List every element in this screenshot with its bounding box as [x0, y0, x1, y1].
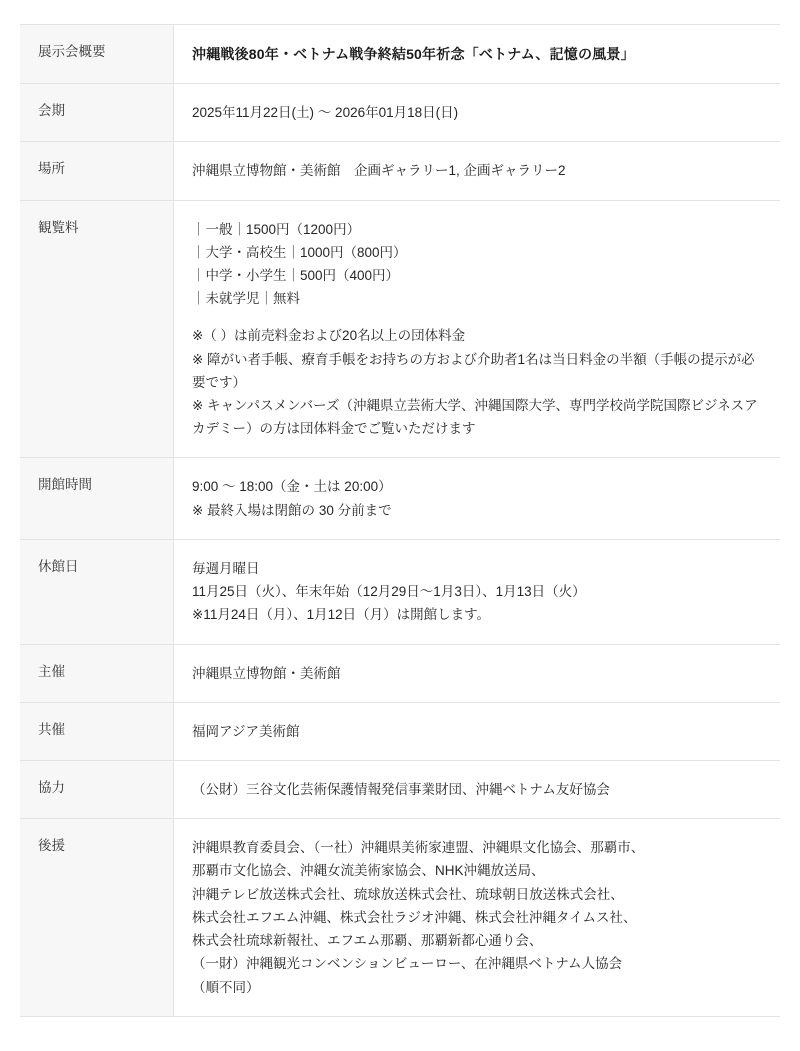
support-line-7: （順不同）: [192, 979, 260, 995]
admission-university-highschool: ｜大学・高校生｜1000円（800円）: [192, 244, 407, 260]
admission-junior-elementary: ｜中学・小学生｜500円（400円）: [192, 267, 400, 283]
table-row: [20, 761, 780, 819]
hours-note: ※ 最終入場は閉館の 30 分前まで: [192, 502, 392, 518]
row-label-overview: 展示会概要: [20, 25, 174, 84]
row-label-coorganizer: 共催: [20, 702, 174, 760]
venue-text: 沖縄県立博物館・美術館 企画ギャラリー1, 企画ギャラリー2: [192, 163, 566, 179]
support-line-6: （一財）沖縄観光コンベンションビューロー、在沖縄県ベトナム人協会: [192, 956, 623, 972]
closed-dates: 11月25日（火）、年末年始（12月29日〜1月3日）、1月13日（火）: [192, 584, 586, 600]
admission-note-1: ※（ ）は前売料金および20名以上の団体料金: [192, 328, 466, 344]
coorganizer-text: 福岡アジア美術館: [192, 723, 300, 739]
cooperation-text: （公財）三谷文化芸術保護情報発信事業財団、沖縄ベトナム友好協会: [192, 782, 610, 798]
row-value-overview: [174, 25, 781, 84]
hours-text: 9:00 〜 18:00（金・土は 20:00）: [192, 479, 392, 495]
admission-spacer: [192, 310, 766, 324]
row-value-cooperation: [174, 761, 781, 819]
support-line-4: 株式会社エフエム沖縄、株式会社ラジオ沖縄、株式会社沖縄タイムス社、: [192, 909, 637, 925]
row-value-period: [174, 84, 781, 142]
row-label-support: 後援: [20, 819, 174, 1017]
table-row: [20, 644, 780, 702]
admission-preschool: ｜未就学児｜無料: [192, 291, 300, 307]
row-label-hours: 開館時間: [20, 458, 174, 539]
row-value-coorganizer: [174, 702, 781, 760]
row-label-closed-days: 休館日: [20, 539, 174, 644]
row-label-period: 会期: [20, 84, 174, 142]
row-value-organizer: [174, 644, 781, 702]
period-text: 2025年11月22日(土) 〜 2026年01月18日(日): [192, 105, 459, 121]
table-row: [20, 200, 780, 458]
closed-weekly: 毎週月曜日: [192, 560, 260, 576]
table-row: [20, 458, 780, 539]
support-line-1: 沖縄県教育委員会、（一社）沖縄県美術家連盟、沖縄県文化協会、那覇市、: [192, 840, 645, 856]
table-row: [20, 539, 780, 644]
row-value-venue: [174, 142, 781, 200]
table-row: [20, 142, 780, 200]
row-value-admission: [174, 200, 781, 458]
row-label-venue: 場所: [20, 142, 174, 200]
table-row: [20, 819, 780, 1017]
support-line-3: 沖縄テレビ放送株式会社、琉球放送株式会社、琉球朝日放送株式会社、: [192, 886, 624, 902]
admission-general: ｜一般｜1500円（1200円）: [192, 221, 361, 237]
table-row: [20, 25, 780, 84]
row-value-closed-days: [174, 539, 781, 644]
row-label-cooperation: 協力: [20, 761, 174, 819]
row-value-hours: [174, 458, 781, 539]
row-label-admission: 観覧料: [20, 200, 174, 458]
admission-note-3: ※ キャンパスメンバーズ（沖縄県立芸術大学、沖縄国際大学、専門学校尚学院国際ビジネスアカデミー）の方は団体料金でご覧いただけます: [192, 398, 758, 437]
support-line-2: 那覇市文化協会、沖縄女流美術家協会、NHK沖縄放送局、: [192, 863, 545, 879]
row-label-organizer: 主催: [20, 644, 174, 702]
organizer-text: 沖縄県立博物館・美術館: [192, 665, 341, 681]
exhibition-title: 沖縄戦後80年・ベトナム戦争終結50年祈念「ベトナム、記憶の風景」: [192, 46, 635, 62]
table-row: [20, 702, 780, 760]
admission-note-2: ※ 障がい者手帳、療育手帳をお持ちの方および介助者1名は当日料金の半額（手帳の提示が必要です）: [192, 351, 755, 390]
table-body: [20, 25, 780, 1017]
closed-note: ※11月24日（月）、1月12日（月）は開館します。: [192, 607, 491, 623]
row-value-support: [174, 819, 781, 1017]
table-row: [20, 84, 780, 142]
support-line-5: 株式会社琉球新報社、エフエム那覇、那覇新都心通り会、: [192, 933, 543, 949]
exhibition-info-table: [20, 24, 780, 1017]
